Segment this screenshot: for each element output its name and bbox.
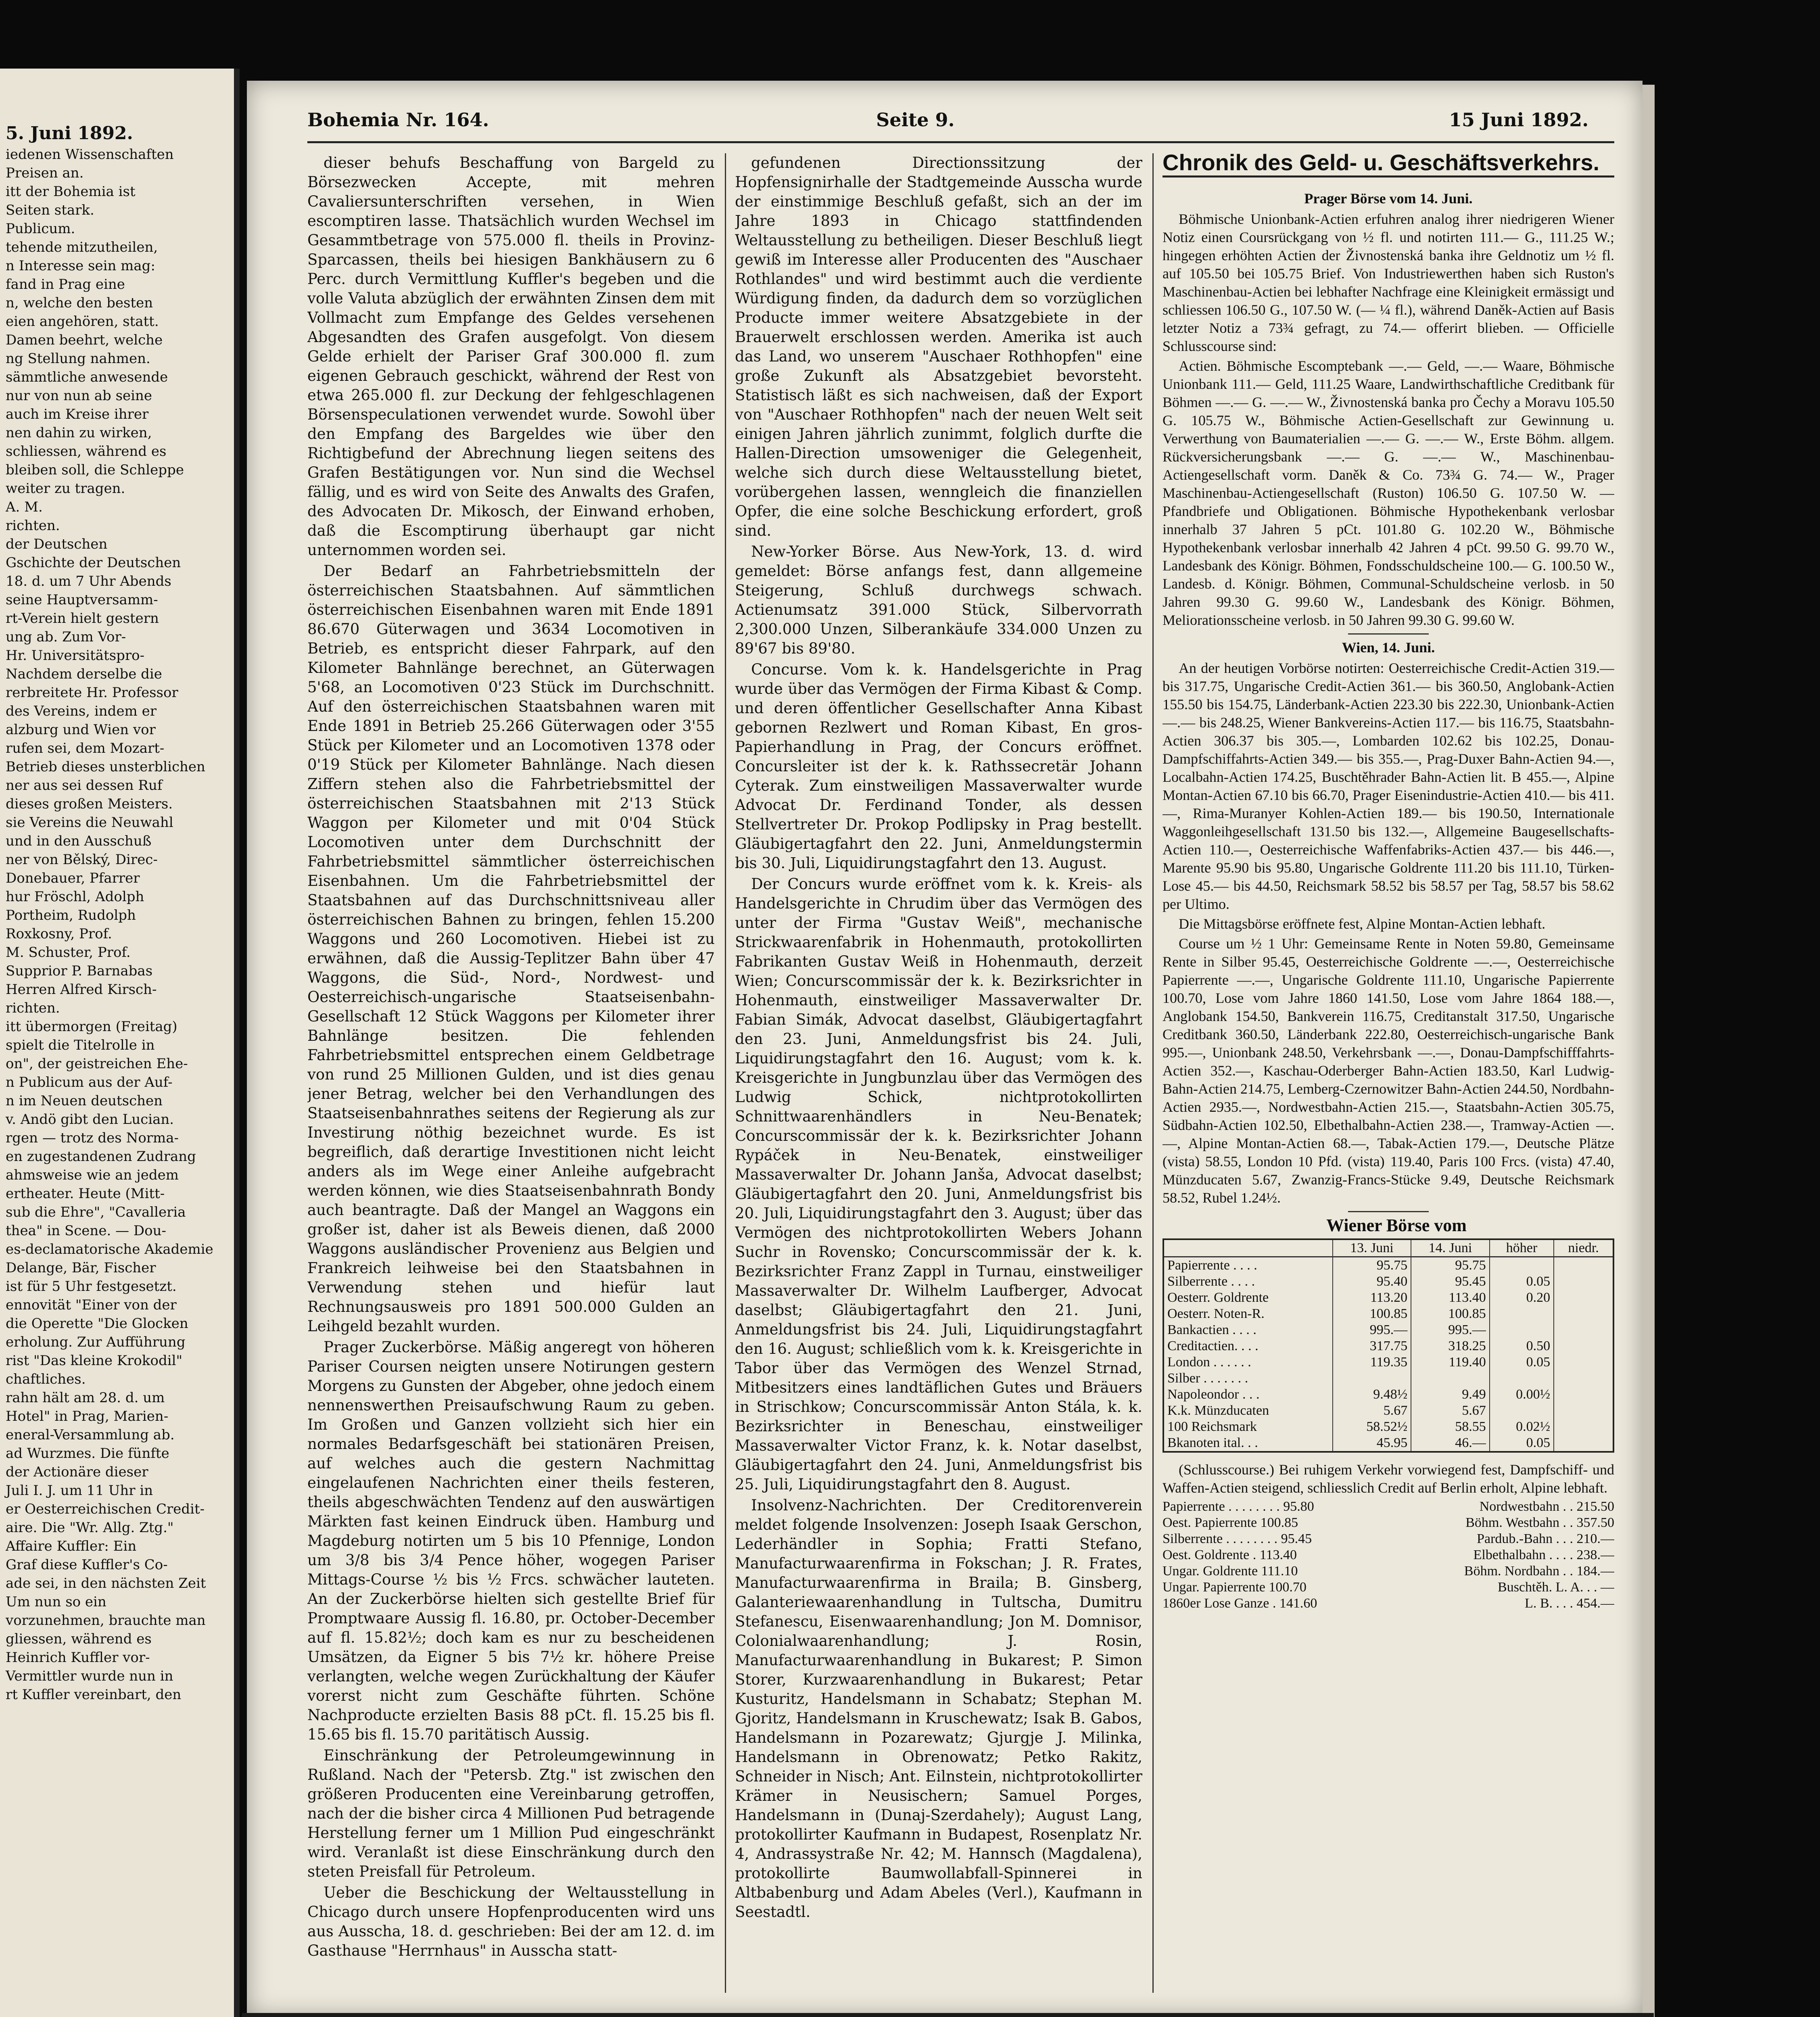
table-cell: 58.55: [1411, 1419, 1490, 1435]
table-cell: 46.—: [1411, 1435, 1490, 1452]
table-column-header: höher: [1490, 1239, 1554, 1257]
left-page-line: n, welche den besten: [6, 295, 153, 311]
table-cell: [1554, 1354, 1613, 1370]
left-page-line: n Publicum aus der Auf-: [6, 1074, 173, 1090]
table-cell: 58.52½: [1333, 1419, 1411, 1435]
page-edge: [1643, 85, 1655, 2017]
table-cell: 0.20: [1490, 1290, 1554, 1306]
table-cell: 100 Reichsmark: [1167, 1419, 1257, 1434]
table-row: [1163, 1370, 1613, 1386]
table-column-header: 13. Juni: [1333, 1239, 1411, 1257]
left-page-line: en zugestandenen Zudrang: [6, 1148, 196, 1165]
table-cell: 9.48½: [1333, 1386, 1411, 1403]
table-cell: [1554, 1435, 1613, 1452]
left-page-line: itt übermorgen (Freitag): [6, 1019, 177, 1035]
left-page-line: Damen beehrt, welche: [6, 332, 163, 348]
article-paragraph: Prager Zuckerbörse. Mäßig angeregt von höheren Pariser Coursen neigten unsere Notirungen gestern Morgens zu Gunsten der Abgeber, ohne jedoch einem nennenswerthen Preisaufschwung Raum zu geben. Im Großen und Ganzen vollzieht sich hier ein normales Bedarfsgeschäft bei stationären Preisen, auf welches auch die gestern Nachmittag eingelaufenen Nachrichten einer theils festeren, theils abgeschwächten Tendenz auf den auswärtigen Märkten fast keinen Eindruck üben. Hamburg und Magdeburg notirten um 5 bis 10 Pfennige, London um 3/8 bis 3/4 Pence höher, wogegen Pariser Mittags-Course ½ bis ½ Frcs. schwächer lauteten. An der Zuckerbörse hielten sich gestellte Brief für Promptwaare Aussig fl. 16.80, pr. October-December auf fl. 15.82½; doch kam es nur zu bescheidenen Umsätzen, da Eigner 5 bis 7½ kr. höhere Preise verlangten, welche wegen Zurückhaltung der Käufer vorerst nicht zum Geschäfte führten. Schöne Nachproducte erzielten Basis 88 pCt. fl. 15.25 bis fl. 15.65 bis fl. 15.70 paritätisch Aussig.: [307, 1338, 715, 1743]
header-paper-name: Bohemia Nr. 164.: [307, 109, 489, 131]
table-cell: [1554, 1386, 1613, 1403]
table-cell: 995.—: [1333, 1322, 1411, 1338]
closing-course-entry: Nordwestbahn . . 215.50: [1479, 1499, 1614, 1514]
left-page-line: chaftliches.: [6, 1371, 86, 1387]
table-cell: [1554, 1274, 1613, 1290]
left-page-text: [0, 69, 234, 1704]
left-page-line: ner aus sei dessen Ruf: [6, 777, 163, 793]
article-paragraph: Insolvenz-Nachrichten. Der Creditorenverein meldet folgende Insolvenzen: Joseph Isaak Gerschon, Lederhändler in Sophia; Fratti Stefano, Manufacturwaarenfirma in Fokschan; J. R. Frates, Manufacturwaarenfirma in Braila; B. Ginsberg, Galanteriewaarenhandlung in Tultscha, Dumitru Stefanescu, Eisenwaarenhandlung; Jon M. Domnisor, Colonialwaarenhandlung; J. Rosin, Manufacturwaarenhandlung in Bukarest; P. Simon Storer, Kurzwaarenhandlung in Bukarest; Petar Kusturitz, Handelsmann in Schabatz; Stephan M. Gjoritz, Handelsmann in Kruschewatz; Isak B. Gabos, Handelsmann in Pozarewatz; Gjurgje J. Milinka, Handelsmann in Obrenowatz; Petko Rakitz, Schneider in Nisch; Ant. Eilnstein, nichtprotokollirter Krämer in Neusischern; Samuel Porges, Handelsmann in (Dunaj-Szerdahely); August Lang, protokollirter Kaufmann in Budapest, Rosenplatz Nr. 4, Andrassystraße Nr. 42; M. Hannsch (Magdalena), protokollirte Baumwollabfall-Spinnerei in Altbabenburg und Adam Abeles (Verl.), Kaufmann in Seestadtl.: [735, 1497, 1142, 1921]
newspaper-page: [247, 81, 1643, 2017]
closing-course-entry: Oest. Papierrente 100.85: [1163, 1515, 1298, 1530]
article-paragraph: Der Concurs wurde eröffnet vom k. k. Kreis- als Handelsgerichte in Chrudim über das Vermögen des unter der Firma "Gustav Weiß", mechanische Strickwaarenfabrik in Hohenmauth, protokollirten Fabrikanten Gustav Weiß in Hohenmauth, derzeit Wien; Concurscommissär der k. k. Bezirksrichter in Hohenmauth, einstweiliger Massaverwalter Dr. Fabian Simák, Advocat daselbst, Gläubigertagfahrt den 23. Juni, Anmeldungsfrist bis 24. Juli, Liquidirungstagfahrt den 16. August; vom k. k. Kreisgerichte in Jungbunzlau über das Vermögen des Ludwig Schick, nichtprotokollirten Schnittwaarenhändlers in Neu-Benatek; Concurscommissär der k. k. Bezirksrichter Johann Rypáček in Neu-Benatek, einstweiliger Massaverwalter Dr. Johann Janša, Advocat daselbst; Gläubigertagfahrt den 20. Juni, Anmeldungsfrist bis 20. Juli, Liquidirungstagfahrt den 3. August; über das Vermögen des nichtprotokollirten Webers Johann Suchr in Rovensko; Concurscommissär der k. k. Bezirksrichter Franz Zappl in Turnau, einstweiliger Massaverwalter Dr. Wilhelm Laufberger, Advocat daselbst; Gläubigertagfahrt den 21. Juni, Anmeldungsfrist bis 24. Juli, Liquidirungstagfahrt den 16. August; schließlich vom k. k. Kreisgerichte in Tabor über das Vermögen des Wenzel Strnad, Mitbesitzers eines landtäflichen Gutes und Bräuers in Strischkow; Concurscommissär Anton Stála, k. k. Bezirksrichter in Beneschau, einstweiliger Massaverwalter Victor Franz, k. k. Notar daselbst, Gläubigertagfahrt den 24. Juni, Anmeldungsfrist bis 25. Juli, Liquidirungstagfahrt den 8. August.: [735, 875, 1142, 1493]
closing-course-row: [1163, 1499, 1614, 1515]
left-page-line: seine Hauptversamm-: [6, 592, 158, 608]
prague-exchange-heading: Prager Börse vom 14. Juni.: [1304, 190, 1473, 207]
vienna-heading: Wien, 14. Juni.: [1342, 639, 1435, 656]
table-row: [1163, 1386, 1613, 1403]
left-page-line: ng Stellung nahmen.: [6, 351, 150, 367]
table-cell: 0.05: [1490, 1274, 1554, 1290]
left-page-line: des Vereins, indem er: [6, 703, 157, 719]
table-row: [1163, 1290, 1613, 1306]
left-page-line: rt-Verein hielt gestern: [6, 610, 159, 626]
left-page-line: schliessen, während es: [6, 443, 167, 459]
closing-course-row: [1163, 1595, 1614, 1612]
left-page-line: ist für 5 Uhr festgesetzt.: [6, 1278, 177, 1295]
left-page-line: tehende mitzutheilen,: [6, 239, 158, 255]
left-page-line: 18. d. um 7 Uhr Abends: [6, 573, 171, 589]
left-page-line: Donebauer, Pfarrer: [6, 870, 140, 886]
table-cell: K.k. Münzducaten: [1167, 1403, 1269, 1418]
left-page-line: Um nun so ein: [6, 1594, 106, 1610]
column-divider: [1152, 153, 1154, 1993]
left-page-line: nen dahin zu wirken,: [6, 425, 152, 441]
left-page-line: on", der geistreichen Ehe-: [6, 1056, 188, 1072]
column-3-finance: [1163, 153, 1614, 1993]
left-page-line: rt Kuffler vereinbart, den: [6, 1687, 182, 1703]
section-divider: [1348, 633, 1429, 635]
table-row: [1163, 1274, 1613, 1290]
table-cell: Silber . . . . . . .: [1167, 1371, 1248, 1386]
closing-course-row: [1163, 1531, 1614, 1547]
left-page-line: richten.: [6, 518, 60, 534]
left-page-line: spielt die Titelrolle in: [6, 1037, 155, 1053]
table-cell: [1554, 1257, 1613, 1274]
closing-course-entry: Buschtěh. L. A. . . —: [1498, 1580, 1614, 1595]
left-page-line: ertheater. Heute (Mitt-: [6, 1186, 165, 1202]
closing-course-row: [1163, 1563, 1614, 1579]
table-cell: [1490, 1306, 1554, 1322]
left-page-line: thea" in Scene. — Dou-: [6, 1223, 166, 1239]
article-paragraph: Concurse. Vom k. k. Handelsgerichte in Prag wurde über das Vermögen der Firma Kibast & Comp. und deren öffentlicher Gesellschafter Anna Kibast gebornen Rezlwert und Roman Kibast, En gros-Papierhandlung in Prag, der Concurs eröffnet. Concursleiter ist der k. k. Rathssecretär Johann Cyterak. Zum einstweiligen Massaverwalter wurde Advocat Dr. Ferdinand Tonder, als dessen Stellvertreter Dr. Prokop Podlipsky in Prag bestellt. Gläubigertagfahrt den 22. Juni, Anmeldungstermin bis 30. Juli, Liquidirungstagfahrt den 13. August.: [735, 661, 1142, 872]
left-page-line: dieses großen Meisters.: [6, 796, 173, 812]
left-page-line: bleiben soll, die Schleppe: [6, 462, 184, 478]
table-row: [1163, 1306, 1613, 1322]
scan-bottom-edge: [242, 2013, 1654, 2017]
closing-course-entry: Silberrente . . . . . . . . 95.45: [1163, 1531, 1312, 1546]
header-rule: [307, 141, 1614, 143]
left-page-line: A. M.: [6, 499, 43, 515]
table-row: [1163, 1257, 1613, 1274]
left-page-line: Hr. Universitätspro-: [6, 647, 145, 664]
article-paragraph: Der Bedarf an Fahrbetriebsmitteln der österreichischen Staatsbahnen. Auf sämmtlichen österreichischen Eisenbahnen waren mit Ende 1891 86.670 Güterwagen und 3634 Locomotiven in Betrieb, es entspricht dieser Fahrpark, auf den Kilometer Bahnlänge berechnet, an Güterwagen 5'68, an Locomotiven 0'23 Stück im Durchschnitt. Auf den österreichischen Staatsbahnen waren mit Ende 1891 in Betrieb 25.266 Güterwagen oder 3'55 Stück per Kilometer und an Locomotiven 1378 oder 0'19 Stück per Kilometer Bahnlänge. Nach diesen Ziffern stehen also die Fahrbetriebsmittel der österreichischen Staatsbahnen mit 2'13 Stück Waggon per Kilometer und mit 0'04 Stück Locomotiven unter dem Durchschnitt der Fahrbetriebsmittel sämmtlicher österreichischen Eisenbahnen. Um die Fahrbetriebsmittel der Staatsbahnen auf das Durchschnittsniveau aller österreichischen Bahnen zu bringen, fehlen 15.200 Waggons und 260 Locomotiven. Hiebei ist zu erwähnen, daß die Aussig-Teplitzer Bahn über 47 Waggons, die Süd-, Nord-, Nordwest- und Oesterreichisch-ungarische Staatseisenbahn-Gesellschaft 12 Stück Waggons per Kilometer ihrer Bahnlänge besitzen. Die fehlenden Fahrbetriebsmittel entsprechen einem Geldbetrage von rund 25 Millionen Gulden, und ist dies genau jener Betrag, welcher bei den Verhandlungen des Staatseisenbahnrathes seitens der Regierung als zur Investirung nöthig bezeichnet wurde. Es ist begreiflich, daß derartige Investitionen nicht leicht anders als im Wege einer Anleihe aufgebracht werden können, wie dies Staatseisenbahnrath Bondy auch beantragte. Daß der Mangel an Waggons ein großer ist, daher ist als Beweis dienen, daß 2000 Waggons ausländischer Provenienz aus Belgien und Frankreich leihweise bei den Staatsbahnen in Verwendung stehen und hiefür laut Rechnungsausweis pro 1891 500.000 Gulden an Leihgeld bezahlt wurden.: [307, 562, 715, 1335]
closing-course-row: [1163, 1515, 1614, 1531]
left-page-line: die Operette "Die Glocken: [6, 1315, 188, 1332]
left-page-line: er Oesterreichischen Credit-: [6, 1501, 205, 1517]
vienna-exchange-table-title: Wiener Börse vom: [1326, 1215, 1467, 1235]
left-page-line: M. Schuster, Prof.: [6, 944, 131, 960]
left-page-line: Supprior P. Barnabas: [6, 963, 153, 979]
left-page-line: auch im Kreise ihrer: [6, 406, 149, 422]
table-cell: 113.20: [1333, 1290, 1411, 1306]
table-cell: 119.35: [1333, 1354, 1411, 1370]
closing-course-entry: 1860er Lose Ganze . 141.60: [1163, 1596, 1317, 1611]
table-cell: [1554, 1419, 1613, 1435]
closing-course-entry: Böhm. Nordbahn . . 184.—: [1464, 1564, 1614, 1579]
table-cell: 317.75: [1333, 1338, 1411, 1354]
left-page-line: sub die Ehre", "Cavalleria: [6, 1204, 186, 1220]
left-page-line: erholung. Zur Aufführung: [6, 1334, 186, 1350]
left-page-line: eneral-Versammlung ab.: [6, 1427, 175, 1443]
closing-courses-list: [1163, 1499, 1614, 1612]
table-cell: Papierrente . . . .: [1167, 1258, 1257, 1273]
left-page-line: Portheim, Rudolph: [6, 907, 136, 923]
table-cell: [1554, 1306, 1613, 1322]
left-page-line: ennovität "Einer von der: [6, 1297, 177, 1313]
table-cell: 995.—: [1411, 1322, 1490, 1338]
table-cell: [1490, 1257, 1554, 1274]
table-cell: [1554, 1322, 1613, 1338]
vienna-courses: Course um ½ 1 Uhr: Gemeinsame Rente in Noten 59.80, Gemeinsame Rente in Silber 95.45, Oesterreichische Goldrente —.—, Oesterreichische Papierrente —.—, Ungarische Goldrente 111.10, Ungarische Papierrente 100.70, Lose vom Jahre 1860 141.50, Lose vom Jahre 1864 188.—, Anglobank 154.50, Bankverein 116.75, Creditanstalt 317.50, Ungarische Creditbank 360.50, Länderbank 222.80, Oesterreichisch-ungarische Bank 995.—, Unionbank 248.50, Verkehrsbank —.—, Donau-Dampfschifffahrts-Actien 352.—, Kaschau-Oderberger Bahn-Actien 183.50, Karl Ludwig-Bahn-Actien 214.75, Lemberg-Czernowitzer Bahn-Actien 244.50, Nordbahn-Actien 2935.—, Nordwestbahn-Actien 215.—, Staatsbahn-Actien 305.75, Südbahn-Actien 102.50, Elbethalbahn-Actien 238.—, Tramway-Actien —.—, Alpine Montan-Actien 68.—, Tabak-Actien 179.—, Deutsche Plätze (vista) 58.55, London 10 Pfd. (vista) 119.40, Paris 100 Frcs. (vista) 47.40, Münzducaten 5.67, Zwanzig-Francs-Stücke 9.49, Deutsche Reichsmark 58.52, Rubel 1.24½.: [1163, 935, 1614, 1206]
table-cell: 5.67: [1411, 1403, 1490, 1419]
left-page-line: Affaire Kuffler: Ein: [6, 1538, 137, 1554]
left-page-fragment: [0, 69, 240, 2017]
table-cell: 0.50: [1490, 1338, 1554, 1354]
table-cell: Silberrente . . . .: [1167, 1274, 1255, 1289]
header-page-number: Seite 9.: [876, 109, 955, 131]
table-cell: Napoleondor . . .: [1167, 1387, 1260, 1402]
table-cell: 0.05: [1490, 1435, 1554, 1452]
left-page-line: Preisen an.: [6, 165, 84, 181]
left-page-line: Seiten stark.: [6, 202, 94, 218]
left-page-line: ad Wurzmes. Die fünfte: [6, 1445, 169, 1462]
closing-course-entry: Oest. Goldrente . 113.40: [1163, 1547, 1297, 1562]
left-page-line: Juli I. J. um 11 Uhr in: [6, 1482, 153, 1499]
left-page-line: ner von Bělský, Direc-: [6, 852, 158, 868]
closing-course-row: [1163, 1579, 1614, 1595]
finance-section-title: Chronik des Geld- u. Geschäftsverkehrs.: [1163, 153, 1614, 177]
table-cell: [1411, 1370, 1490, 1386]
table-cell: 95.45: [1411, 1274, 1490, 1290]
left-page-line: gliessen, während es: [6, 1631, 152, 1647]
table-cell: [1490, 1322, 1554, 1338]
table-cell: [1490, 1403, 1554, 1419]
left-page-line: Betrieb dieses unsterblichen: [6, 759, 205, 775]
table-cell: [1554, 1338, 1613, 1354]
table-cell: 100.85: [1333, 1306, 1411, 1322]
left-page-line: der Deutschen: [6, 536, 108, 552]
closing-course-entry: Pardub.-Bahn . . . 210.—: [1477, 1531, 1614, 1546]
vienna-midday-note: Die Mittagsbörse eröffnete fest, Alpine Montan-Actien lebhaft.: [1179, 916, 1546, 932]
left-page-line: ahmsweise wie an jedem: [6, 1167, 179, 1183]
table-cell: Bkanoten ital. . .: [1167, 1435, 1258, 1450]
left-page-line: n im Neuen deutschen: [6, 1093, 163, 1109]
table-header-row: [1163, 1239, 1613, 1257]
table-cell: 5.67: [1333, 1403, 1411, 1419]
left-page-line: sämmtliche anwesende: [6, 369, 168, 385]
table-column-header: [1163, 1239, 1333, 1257]
closing-course-row: [1163, 1547, 1614, 1563]
table-cell: [1554, 1290, 1613, 1306]
left-page-line: eien angehören, statt.: [6, 313, 159, 330]
table-cell: [1333, 1370, 1411, 1386]
table-column-header: niedr.: [1554, 1239, 1613, 1257]
left-page-line: Hotel" in Prag, Marien-: [6, 1408, 169, 1424]
left-page-line: hur Fröschl, Adolph: [6, 889, 144, 905]
left-page-line: n Interesse sein mag:: [6, 258, 155, 274]
article-paragraph: New-Yorker Börse. Aus New-York, 13. d. wird gemeldet: Börse anfangs fest, dann allgemeine Steigerung, Schluß durchwegs schwach. Actienumsatz 391.000 Stück, Silbervorrath 2,300.000 Unzen, Silberankäufe 334.000 Unzen zu 89'67 bis 89'80.: [735, 543, 1142, 657]
table-row: [1163, 1403, 1613, 1419]
left-page-line: Herren Alfred Kirsch-: [6, 981, 157, 998]
article-paragraph: Einschränkung der Petroleumgewinnung in Rußland. Nach der "Petersb. Ztg." ist zwischen den größeren Producenten eine Vereinbarung getroffen, nach der die bisher circa 4 Millionen Pud betragende Herstellung ferner um 1 Million Pud eingeschränkt wird. Veranlaßt ist diese Einschränkung durch den steten Preisfall für Petroleum.: [307, 1747, 715, 1880]
running-header: [247, 109, 1643, 137]
left-page-line: rist "Das kleine Krokodil": [6, 1353, 183, 1369]
closing-course-entry: L. B. . . . 454.—: [1525, 1596, 1614, 1611]
left-page-line: rerbreitete Hr. Professor: [6, 685, 178, 701]
table-cell: Oesterr. Noten-R.: [1167, 1306, 1265, 1321]
left-page-line: Gschichte der Deutschen: [6, 555, 181, 571]
left-page-line: und in den Ausschuß: [6, 833, 152, 849]
vienna-exchange-table: [1163, 1238, 1614, 1453]
left-page-line: itt der Bohemia ist: [6, 184, 136, 200]
left-page-line: iedenen Wissenschaften: [6, 146, 174, 163]
table-cell: 9.49: [1411, 1386, 1490, 1403]
left-page-line: v. Andö gibt den Lucian.: [6, 1111, 174, 1128]
table-column-header: 14. Juni: [1411, 1239, 1490, 1257]
table-cell: [1490, 1370, 1554, 1386]
table-row: [1163, 1338, 1613, 1354]
table-cell: 113.40: [1411, 1290, 1490, 1306]
left-page-line: weiter zu tragen.: [6, 480, 125, 497]
left-page-line: Nachdem derselbe die: [6, 666, 162, 682]
header-date: 15 Juni 1892.: [1449, 109, 1589, 131]
table-cell: [1554, 1403, 1613, 1419]
section-divider: [1348, 1211, 1429, 1212]
left-page-line: rufen sei, dem Mozart-: [6, 740, 165, 756]
table-row: [1163, 1354, 1613, 1370]
table-cell: 95.75: [1411, 1257, 1490, 1274]
column-2: [735, 153, 1142, 1993]
table-cell: Creditactien. . . .: [1167, 1338, 1259, 1353]
table-cell: [1554, 1370, 1613, 1386]
article-paragraph: gefundenen Directionssitzung der Hopfensignirhalle der Stadtgemeinde Ausscha wurde der einstimmige Beschluß gefaßt, sich an der im Jahre 1893 in Chicago stattfindenden Weltausstellung zu betheiligen. Dieser Beschluß liegt gewiß im Interesse aller Producenten des "Auschaer Rothlandes" und wird bestimmt auch die verdiente Würdigung finden, da dadurch dem so vorzüglichen Producte immer weitere Absatzgebiete in der Brauerwelt erschlossen werden. Amerika ist auch das Land, wo unserem "Auschaer Rothhopfen" eine große Zukunft als Absatzgebiet bevorsteht. Statistisch läßt es sich nachweisen, daß der Export von "Auschaer Rothhopfen" nach der neuen Welt seit einigen Jahren jährlich zunimmt, folglich durfte die Hallen-Direction umsoweniger die Gelegenheit, welche sich durch diese Weltausstellung bietet, vorübergehen lassen, wenngleich die finanziellen Opfer, die eine solche Beschickung erfordert, groß sind.: [735, 154, 1142, 539]
closing-course-entry: Papierrente . . . . . . . . 95.80: [1163, 1499, 1314, 1514]
table-row: [1163, 1322, 1613, 1338]
table-cell: 95.75: [1333, 1257, 1411, 1274]
table-cell: 45.95: [1333, 1435, 1411, 1452]
closing-course-entry: Ungar. Papierrente 100.70: [1163, 1580, 1307, 1595]
left-page-line: rgen — trotz des Norma-: [6, 1130, 179, 1146]
table-cell: 0.05: [1490, 1354, 1554, 1370]
prague-exchange-quotes: Actien. Böhmische Escomptebank —.— Geld, —.— Waare, Böhmische Unionbank 111.— Geld, 111.25 Waare, Landwirthschaftliche Creditbank für Böhmen —.— G. —.— W., Živnostenská banka pro Čechy a Moravu 105.50 G. 105.75 W., Böhmische Actien-Gesellschaft zur Gewinnung u. Verwerthung von Baumaterialien —.— G. —.— W., Erste Böhm. allgem. Rückversicherungsbank —.— G. —.— W., Maschinenbau-Actiengesellschaft vorm. Daněk & Co. 73¾ G. 74.— W., Prager Maschinenbau-Actiengesellschaft (Ruston) 106.50 G. 107.50 W. — Pfandbriefe und Obligationen. Böhmische Hypothekenbank verlosbar innerhalb 37 Jahren 5 pCt. 101.80 G. 102.20 W., Böhmische Hypothekenbank verlosbar innerhalb 42 Jahren 4 pCt. 99.50 G. 99.70 W., Landesbank des Königr. Böhmen, Fondsschuldscheine 100.— G. 100.50 W., Landesb. d. Königr. Böhmen, Communal-Schuldscheine verlosb. in 50 Jahren 99.30 G. 99.60 W., Landesbank des Königr. Böhmen, Meliorationsscheine verlosb. in 50 Jahren 99.30 G. 99.60 W.: [1163, 358, 1614, 628]
left-page-line: Graf diese Kuffler's Co-: [6, 1557, 168, 1573]
table-cell: 0.02½: [1490, 1419, 1554, 1435]
left-page-line: richten.: [6, 1000, 60, 1016]
table-cell: Oesterr. Goldrente: [1167, 1290, 1269, 1305]
left-page-line: ung ab. Zum Vor-: [6, 629, 126, 645]
table-row: [1163, 1435, 1613, 1452]
left-page-line: Vermittler wurde nun in: [6, 1668, 173, 1684]
closing-course-entry: Elbethalbahn . . . . 238.—: [1473, 1547, 1614, 1562]
article-paragraph: Ueber die Beschickung der Weltausstellung in Chicago durch unsere Hopfenproducenten wird uns aus Ausscha, 18. d. geschrieben: Bei der am 12. d. im Gasthause "Herrnhaus" in Ausscha statt-: [307, 1884, 715, 1959]
article-paragraph: dieser behufs Beschaffung von Bargeld zu Börsezwecken Accepte, mit mehren Cavaliersunterschriften versehen, in Wien escomptiren lasse. Thatsächlich wurden Wechsel im Gesammtbetrage von 575.000 fl. theils in Provinz-Sparcassen, theils bei hiesigen Bankhäusern zu 6 Perc. durch Vermittlung Kuffler's begeben und die volle Valuta abzüglich der erwähnten Zinsen dem mit Vollmacht zum Empfange des Geldes versehenen Abgesandten des Grafen ausgefolgt. Von diesem Gelde erhielt der Pariser Graf 300.000 fl. zum eigenen Gebrauch geschickt, während der Rest von etwa 265.000 fl. zur Deckung der fehlgeschlagenen Börsenspeculationen verwendet wurde. Sowohl über den Empfang des Bargeldes wie über den Richtigbefund der Abrechnung liegen seitens des Grafen Bestätigungen vor. Nun sind die Wechsel fällig, und es wird von Seite des Anwalts des Grafen, des Advocaten Dr. Mikosch, der Einwand erhoben, daß die Escomptirung überhaupt gar nicht unternommen worden sei.: [307, 154, 715, 559]
left-page-line: ade sei, in den nächsten Zeit: [6, 1575, 206, 1591]
left-page-line: sie Vereins die Neuwahl: [6, 814, 173, 831]
table-cell: 0.00½: [1490, 1386, 1554, 1403]
left-page-line: rahn hält am 28. d. um: [6, 1390, 165, 1406]
closing-course-entry: Ungar. Goldrente 111.10: [1163, 1564, 1298, 1579]
left-page-line: fand in Prag eine: [6, 276, 125, 292]
left-page-line: vorzunehmen, brauchte man: [6, 1612, 206, 1629]
left-page-line: Heinrich Kuffler vor-: [6, 1650, 150, 1666]
table-cell: 318.25: [1411, 1338, 1490, 1354]
left-page-line: aire. Die "Wr. Allg. Ztg.": [6, 1520, 174, 1536]
column-divider: [725, 153, 726, 1993]
table-cell: Bankactien . . . .: [1167, 1322, 1256, 1337]
table-cell: 119.40: [1411, 1354, 1490, 1370]
left-page-line: der Actionäre dieser: [6, 1464, 148, 1480]
left-page-line: es-declamatorische Akademie: [6, 1241, 213, 1257]
closing-courses-note: (Schlusscourse.) Bei ruhigem Verkehr vorwiegend fest, Dampfschiff- und Waffen-Actien steigend, schliesslich Credit auf Berlin erholt, Alpine lebhaft.: [1163, 1462, 1614, 1496]
table-cell: 95.40: [1333, 1274, 1411, 1290]
vienna-premarket-report: An der heutigen Vorbörse notirten: Oesterreichische Credit-Actien 319.— bis 317.75, Ungarische Credit-Actien 361.— bis 360.50, Anglobank-Actien 155.50 bis 154.75, Länderbank-Actien 223.30 bis 222.30, Unionbank-Actien —.— bis 248.25, Wiener Bankvereins-Actien 117.— bis 116.75, Staatsbahn-Actien 306.37 bis 305.—, Lombarden 102.62 bis 102.25, Donau-Dampfschiffahrts-Actien 349.— bis 355.—, Prag-Duxer Bahn-Actien 94.—, Localbahn-Actien 174.25, Buschtěhrader Bahn-Actien lit. B 455.—, Alpine Montan-Actien 67.10 bis 66.70, Prager Eisenindustrie-Actien 410.— bis 411.—, Rima-Muranyer Kohlen-Actien 189.— bis 190.50, Internationale Waggonleihgesellschaft 131.50 bis 132.—, Allgemeine Baugesellschafts-Actien 110.—, Oesterreichische Waffenfabriks-Actien 437.— bis 446.—, Marente 95.90 bis 95.80, Ungarische Goldrente 111.20 bis 111.10, Türken-Lose 45.— bis 44.50, Reichsmark 58.52 bis 58.57 per Tag, 58.57 bis 58.62 per Ultimo.: [1163, 660, 1614, 912]
table-row: [1163, 1419, 1613, 1435]
table-cell: London . . . . . .: [1167, 1355, 1251, 1370]
column-1: [307, 153, 715, 1993]
prague-exchange-report: Böhmische Unionbank-Actien erfuhren analog ihrer niedrigeren Wiener Notiz einen Coursrückgang von ½ fl. und notirten 111.— G., 111.25 W.; hingegen erhöhten Actien der Živnostenská banka ihre Geldnotiz um ½ fl. auf 105.50 bei 105.75 Brief. Von Industriewerthen haben sich Ruston's Maschinenbau-Actien bei lebhafter Nachfrage eine Kleinigkeit ermässigt und schliessen 106.50 G., 107.50 W. (— ¼ fl.), während Daněk-Actien auf Basis letzter Notiz a 73¾ gefragt, zu 74.— offerirt blieben. — Officielle Schlusscourse sind:: [1163, 211, 1614, 354]
left-page-line: Delange, Bär, Fischer: [6, 1260, 156, 1276]
closing-course-entry: Böhm. Westbahn . . 357.50: [1465, 1515, 1614, 1530]
left-page-line: Roxkosny, Prof.: [6, 926, 112, 942]
left-page-line: Publicum.: [6, 221, 75, 237]
left-page-date: 5. Juni 1892.: [6, 123, 133, 144]
left-page-line: alzburg und Wien vor: [6, 722, 156, 738]
left-page-line: nur von nun ab seine: [6, 388, 152, 404]
table-cell: 100.85: [1411, 1306, 1490, 1322]
